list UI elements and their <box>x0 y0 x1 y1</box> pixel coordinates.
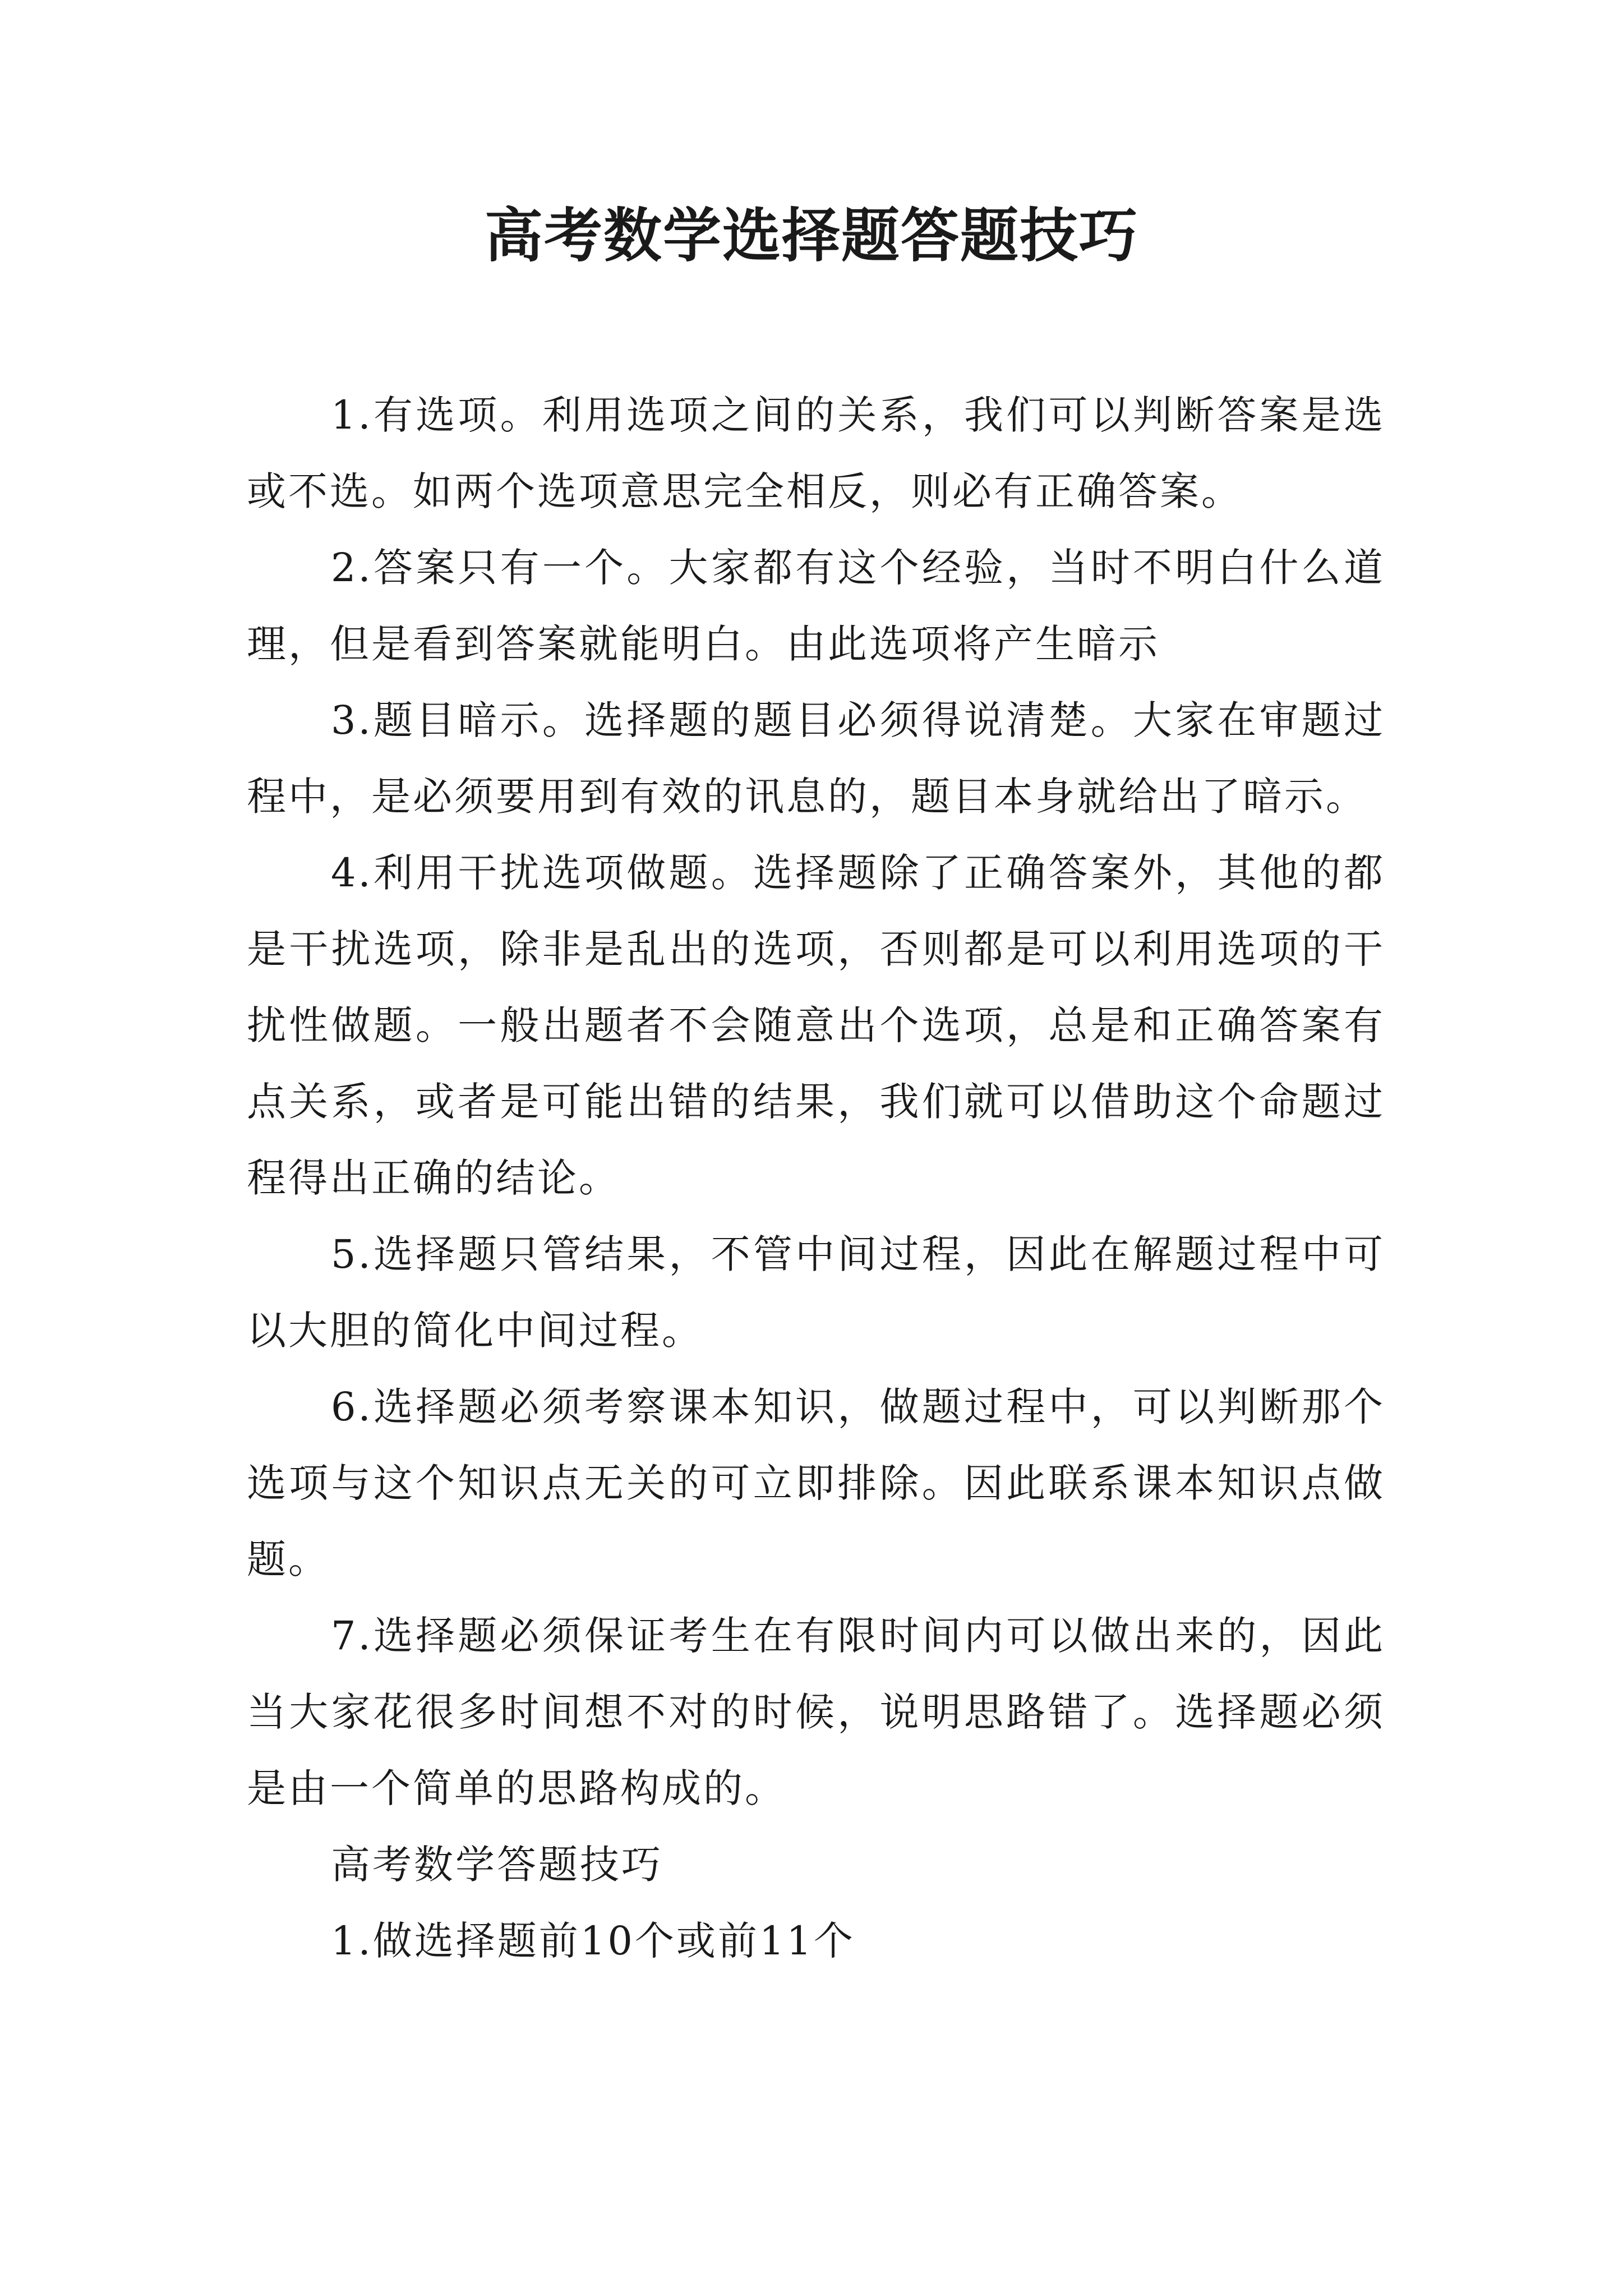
document-title: 高考数学选择题答题技巧 <box>484 201 1138 270</box>
paragraph-6: 6.选择题必须考察课本知识，做题过程中，可以判断那个选项与这个知识点无关的可立即排除。因此联系课本知识点做题。 <box>247 1384 1385 1582</box>
section-heading: 高考数学答题技巧 <box>331 1842 663 1888</box>
paragraph-5: 5.选择题只管结果，不管中间过程，因此在解题过程中可以大胆的简化中间过程。 <box>247 1231 1385 1354</box>
paragraph-4: 4.利用干扰选项做题。选择题除了正确答案外，其他的都是干扰选项，除非是乱出的选项，否则都是可以利用选项的干扰性做题。一般出题者不会随意出个选项，总是和正确答案有点关系，或者是可能出错的结果，我们就可以借助这个命题过程得出正确的结论。 <box>247 850 1385 1201</box>
paragraph-2: 2.答案只有一个。大家都有这个经验，当时不明白什么道理，但是看到答案就能明白。由此选项将产生暗示 <box>247 545 1385 667</box>
paragraph-7: 7.选择题必须保证考生在有限时间内可以做出来的，因此当大家花很多时间想不对的时候，说明思路错了。选择题必须是由一个简单的思路构成的。 <box>247 1613 1385 1811</box>
document-body <box>247 377 1385 1979</box>
paragraph-1: 1.有选项。利用选项之间的关系，我们可以判断答案是选或不选。如两个选项意思完全相反，则必有正确答案。 <box>247 392 1385 514</box>
paragraph-8: 1.做选择题前10个或前11个 <box>331 1918 855 1964</box>
paragraph-3: 3.题目暗示。选择题的题目必须得说清楚。大家在审题过程中，是必须要用到有效的讯息的，题目本身就给出了暗示。 <box>247 697 1385 820</box>
